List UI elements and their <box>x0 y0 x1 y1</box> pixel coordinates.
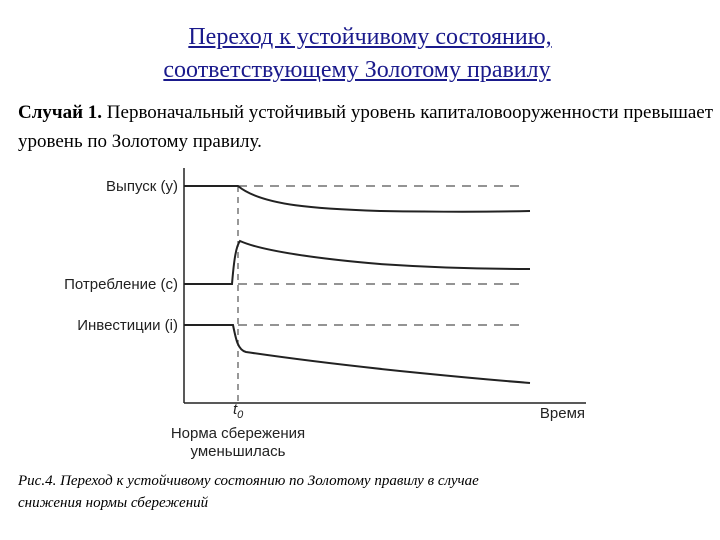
series-output-line <box>184 186 530 212</box>
slide-title-line-2: соответствующему Золотому правилу <box>163 57 551 83</box>
series-consumption-line <box>184 241 530 284</box>
case-text: Первоначальный устойчивый уровень капиталовооруженности превышает уровень по Золотому правилу. <box>18 102 714 152</box>
x-axis-label: Время <box>539 405 585 422</box>
case-label: Случай 1. <box>18 102 103 123</box>
annotation-line-1: Норма сбережения <box>170 425 306 442</box>
t0-label: $t_0$ <box>233 401 244 421</box>
caption-line-1: Рис.4. Переход к устойчивому состоянию по Золотому правилу в случае <box>18 473 479 489</box>
series-label-investment: Инвестиции (i) <box>77 317 178 334</box>
figure-caption <box>18 470 708 514</box>
series-investment-line <box>184 325 530 383</box>
series-label-consumption: Потребление (c) <box>64 276 178 293</box>
annotation-line-2: уменьшилась <box>190 443 286 460</box>
slide-title-line-1: Переход к устойчивому состоянию, <box>188 24 552 50</box>
series-label-output: Выпуск (y) <box>106 178 178 195</box>
caption-line-2: снижения нормы сбережений <box>18 495 209 511</box>
